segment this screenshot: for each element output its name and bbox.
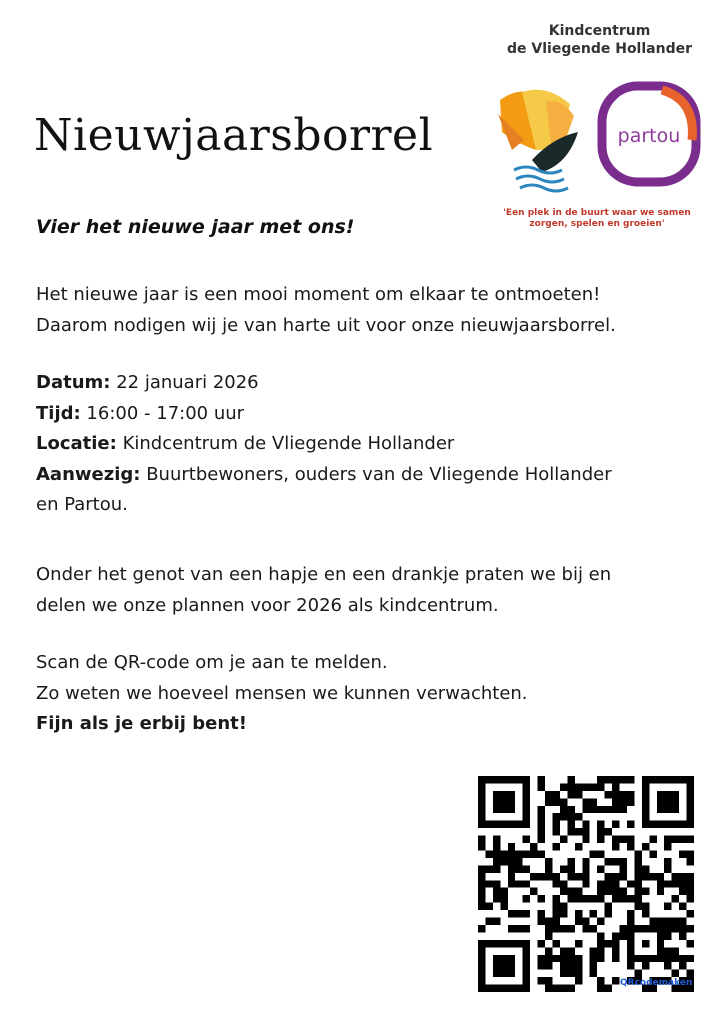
tagline-line1: 'Een plek in de buurt waar we samen <box>503 208 691 218</box>
attendees-value-line1: Buurtbewoners, ouders van de Vliegende Hollander <box>140 463 612 485</box>
qr-brand-label: QRcodemaken <box>620 978 693 988</box>
location-row <box>36 429 686 460</box>
program-line1: Onder het genot van een hapje en een drankje praten we bij en <box>36 564 612 585</box>
partou-logo-text: partou <box>617 125 681 147</box>
date-value: 22 januari 2026 <box>110 372 259 393</box>
program-paragraph <box>36 560 686 621</box>
partou-logo-icon <box>602 86 696 182</box>
org-name-line1: Kindcentrum <box>548 23 651 39</box>
intro-paragraph <box>36 280 686 341</box>
closing-line: Fijn als je erbij bent! <box>36 713 247 734</box>
attendees-row <box>36 460 686 491</box>
signup-paragraph <box>36 648 686 740</box>
intro-line1: Het nieuwe jaar is een mooi moment om elkaar te ontmoeten! <box>36 284 601 305</box>
qr-code[interactable] <box>478 776 694 992</box>
tagline <box>482 208 712 230</box>
date-label: Datum: <box>36 372 111 393</box>
org-name-line2: de Vliegende Hollander <box>507 41 692 57</box>
intro-line2: Daarom nodigen wij je van harte uit voor onze nieuwjaarsborrel. <box>36 314 616 336</box>
page-title: Nieuwjaarsborrel <box>34 110 434 161</box>
time-value: 16:00 - 17:00 uur <box>80 402 245 424</box>
ship-logo-icon <box>498 90 578 191</box>
attendees-value-line2: en Partou. <box>36 494 128 515</box>
signup-line2: Zo weten we hoeveel mensen we kunnen verwachten. <box>36 682 528 704</box>
location-value: Kindcentrum de Vliegende Hollander <box>116 433 455 454</box>
tagline-line2: zorgen, spelen en groeien' <box>529 219 665 229</box>
program-line2: delen we onze plannen voor 2026 als kindcentrum. <box>36 594 499 616</box>
time-row <box>36 399 686 430</box>
attendees-label: Aanwezig: <box>36 463 141 485</box>
date-row <box>36 368 686 399</box>
logos <box>492 80 702 200</box>
org-name <box>507 22 692 58</box>
time-label: Tijd: <box>36 402 81 424</box>
subtitle: Vier het nieuwe jaar met ons! <box>36 216 355 238</box>
location-label: Locatie: <box>36 433 117 454</box>
event-details <box>36 368 686 521</box>
signup-line1: Scan de QR-code om je aan te melden. <box>36 652 388 673</box>
